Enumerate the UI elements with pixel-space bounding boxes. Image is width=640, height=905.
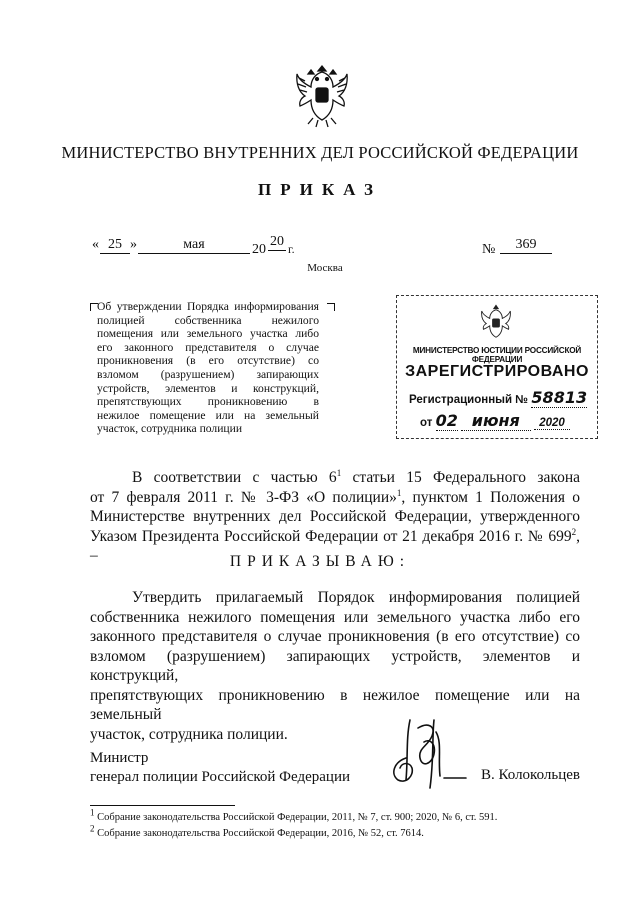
coat-of-arms-icon xyxy=(293,60,351,130)
preamble-line: Указом Президента Российской Федерации от 21 декабря 2016 г. № $699^2$, – xyxy=(90,526,580,564)
subject-line: участок, сотрудника полиции xyxy=(97,422,243,436)
preamble-line: от 7 февраля 2011 г. № 3-ФЗ «О полиции»$^1$, пунктом 1 Положения о xyxy=(90,487,580,506)
footnote-divider xyxy=(90,805,235,806)
subject-line: взломом (разрушением) запирающих xyxy=(97,367,319,381)
subject-line: его законного представителя о случае xyxy=(97,340,319,354)
date-month: мая xyxy=(138,237,250,254)
date-year-abbr: г. xyxy=(288,242,295,256)
signer-name: В. Колокольцев xyxy=(481,767,580,783)
preamble-paragraph xyxy=(90,468,580,566)
stamp-registration-number: Регистрационный № 58813 xyxy=(409,388,588,407)
ministry-title: МИНИСТЕРСТВО ВНУТРЕННИХ ДЕЛ РОССИЙСКОЙ ФЕДЕРАЦИИ xyxy=(61,143,579,162)
preamble-line: Министерстве внутренних дел Российской Федерации, утвержденного xyxy=(90,508,580,525)
order-line: собственника нежилого помещения или земельного участка либо его xyxy=(90,608,580,626)
subject-line: препятствующих проникновению в xyxy=(97,395,319,409)
subject-line: проникновения (в его отсутствие) со xyxy=(97,354,319,368)
date-year-prefix: 20 xyxy=(252,242,266,257)
signer-title-line: генерал полиции Российской Федерации xyxy=(90,769,351,785)
date-day: 25 xyxy=(100,237,130,254)
stamp-emblem-icon xyxy=(477,303,515,343)
subject-line: устройств, элементов и конструкций, xyxy=(97,381,319,395)
subject-line: помещения или земельного участка либо xyxy=(97,327,319,341)
number-label: № xyxy=(482,242,496,257)
stamp-status: ЗАРЕГИСТРИРОВАНО xyxy=(405,363,589,380)
stamp-ministry: МИНИСТЕРСТВО ЮСТИЦИИ РОССИЙСКОЙ ФЕДЕРАЦИИ xyxy=(412,346,582,364)
subject-line: Об утверждении Порядка информирования xyxy=(97,300,319,313)
footnote-1: $^1$ Собрание законодательства Российской Федерации, 2011, № 7, ст. 900; 2020, № 6, ст. 591. xyxy=(90,807,498,823)
signer-title-line: Министр xyxy=(90,750,149,766)
order-line: препятствующих проникновению в нежилое помещение или на земельный xyxy=(90,686,580,723)
document-number: 369 xyxy=(500,237,552,254)
date-open-quote: « xyxy=(92,237,99,252)
order-paragraph xyxy=(90,588,580,744)
order-line: взломом (разрушением) запирающих устройств, элементов и конструкций, xyxy=(90,647,580,684)
date-year-suffix: 20 xyxy=(270,234,284,249)
city: Москва xyxy=(307,262,343,274)
stamp-date: от 02 июня 2020 xyxy=(420,411,570,431)
signer-title xyxy=(90,749,350,787)
subject-line: полицией собственника нежилого xyxy=(97,313,319,327)
footnote-2: $^2$ Собрание законодательства Российской Федерации, 2016, № 52, ст. 7614. xyxy=(90,823,424,839)
date-close-quote: » xyxy=(130,237,137,252)
preamble-line: В соответствии с частью $6^1$ статьи 15 Федерального закона xyxy=(132,467,580,486)
subject-line: нежилое помещение или на земельный xyxy=(97,408,319,422)
subject-corner-right xyxy=(327,298,335,316)
order-line: участок, сотрудника полиции. xyxy=(90,725,288,743)
order-line: Утвердить прилагаемый Порядок информирования полицией xyxy=(132,589,580,606)
document-type-heading: ПРИКАЗ xyxy=(258,180,382,199)
order-line: законного представителя о случае проникновения (в его отсутствие) со xyxy=(90,628,580,645)
registration-stamp xyxy=(396,295,598,439)
subject-block xyxy=(97,300,319,436)
orders-heading: ПРИКАЗЫВАЮ: xyxy=(229,553,411,570)
handwritten-signature-icon xyxy=(388,718,468,790)
